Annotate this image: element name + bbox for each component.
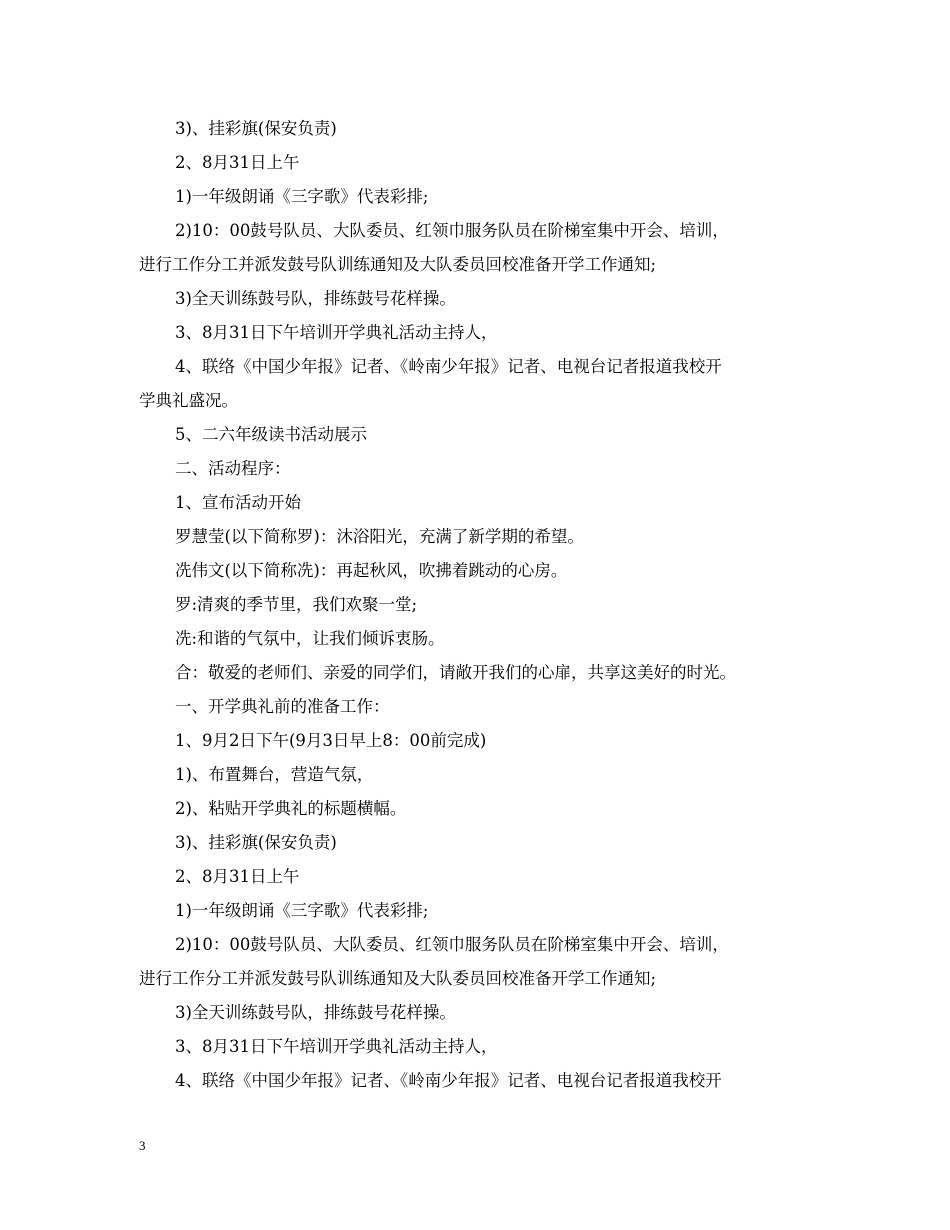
paragraph-line: 1、9月2日下午(9月3日早上8：00前完成)	[175, 731, 487, 750]
paragraph-line: 4、联络《中国少年报》记者、《岭南少年报》记者、电视台记者报道我校开	[175, 357, 722, 376]
paragraph-line: 进行工作分工并派发鼓号队训练通知及大队委员回校准备开学工作通知;	[139, 969, 657, 988]
paragraph-line: 二、活动程序：	[175, 459, 291, 478]
paragraph-line: 3)、挂彩旗(保安负责)	[175, 119, 337, 138]
paragraph-line: 合：敬爱的老师们、亲爱的同学们，请敞开我们的心扉，共享这美好的时光。	[175, 663, 736, 682]
paragraph-line: 2)10：00鼓号队员、大队委员、红领巾服务队员在阶梯室集中开会、培训，	[175, 221, 729, 240]
paragraph-line: 2)、粘贴开学典礼的标题横幅。	[175, 799, 407, 818]
paragraph-line: 3、8月31日下午培训开学典礼活动主持人，	[175, 1037, 498, 1056]
paragraph-line: 2、8月31日上午	[175, 867, 300, 886]
paragraph-line: 2)10：00鼓号队员、大队委员、红领巾服务队员在阶梯室集中开会、培训，	[175, 935, 729, 954]
paragraph-line: 1)一年级朗诵《三字歌》代表彩排;	[175, 901, 429, 920]
document-body	[0, 112, 950, 1098]
paragraph-line: 5、二六年级读书活动展示	[175, 425, 367, 444]
paragraph-line: 3)全天训练鼓号队，排练鼓号花样操。	[175, 1003, 456, 1022]
paragraph-line: 冼:和谐的气氛中，让我们倾诉衷肠。	[175, 629, 445, 648]
paragraph-line: 3、8月31日下午培训开学典礼活动主持人，	[175, 323, 498, 342]
page-number: 3	[139, 1138, 146, 1153]
paragraph-line: 罗:清爽的季节里，我们欢聚一堂;	[175, 595, 418, 614]
paragraph-line: 2、8月31日上午	[175, 153, 300, 172]
paragraph-line: 1、宣布活动开始	[175, 493, 301, 512]
paragraph-line: 3)、挂彩旗(保安负责)	[175, 833, 337, 852]
paragraph-line: 3)全天训练鼓号队，排练鼓号花样操。	[175, 289, 456, 308]
paragraph-line: 1)一年级朗诵《三字歌》代表彩排;	[175, 187, 429, 206]
paragraph-line: 一、开学典礼前的准备工作：	[175, 697, 390, 716]
paragraph-line: 进行工作分工并派发鼓号队训练通知及大队委员回校准备开学工作通知;	[139, 255, 657, 274]
paragraph-line: 4、联络《中国少年报》记者、《岭南少年报》记者、电视台记者报道我校开	[175, 1071, 722, 1090]
paragraph-line: 学典礼盛况。	[139, 391, 238, 410]
paragraph-line: 罗慧莹(以下简称罗)：沐浴阳光，充满了新学期的希望。	[175, 527, 584, 546]
paragraph-line: 1)、布置舞台，营造气氛，	[175, 765, 374, 784]
paragraph-line: 冼伟文(以下简称冼)：再起秋风，吹拂着跳动的心房。	[175, 561, 568, 580]
